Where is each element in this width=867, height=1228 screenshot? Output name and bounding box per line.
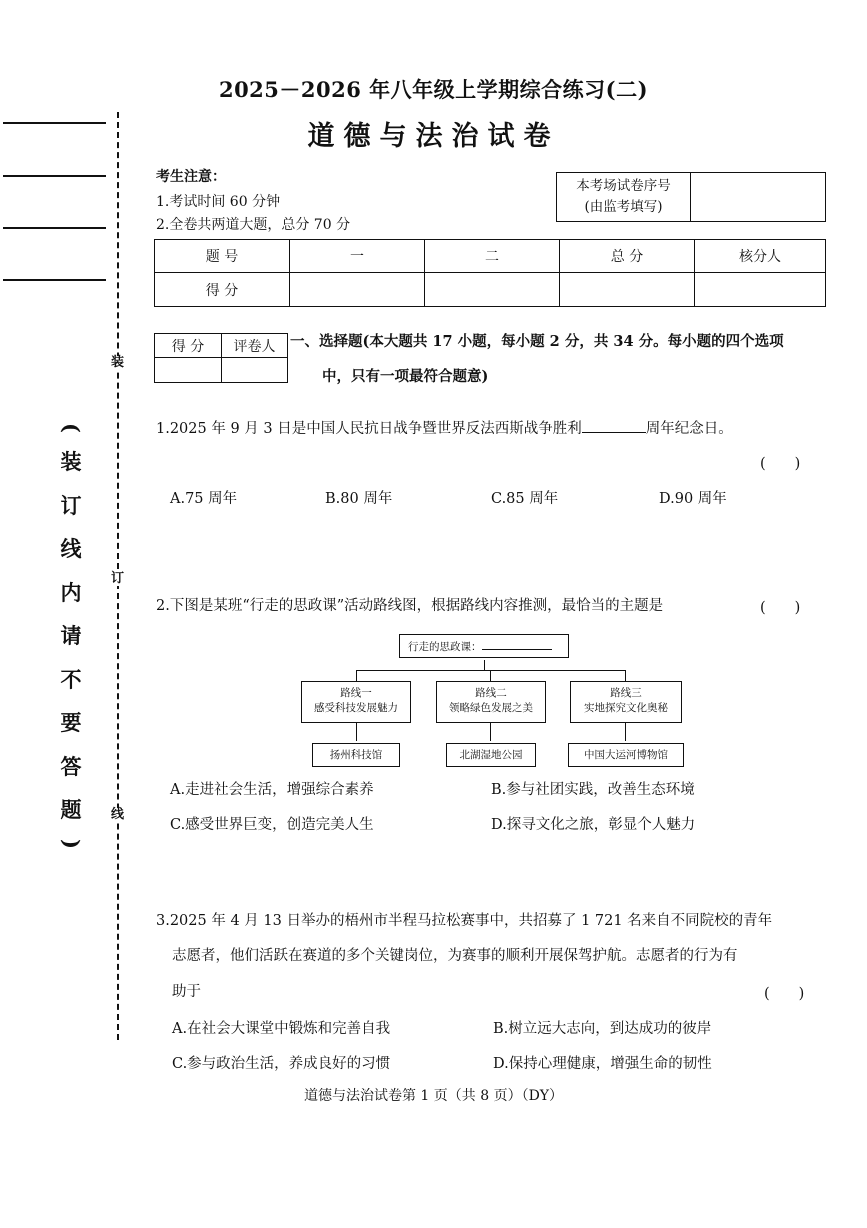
question-3-option-a[interactable]: A.在社会大课堂中锻炼和完善自我 <box>172 1021 391 1037</box>
question-3-option-d[interactable]: D.保持心理健康，增强生命的韧性 <box>493 1056 712 1072</box>
question-1-option-a[interactable]: A.75 周年 <box>170 491 238 507</box>
grader-score-cell[interactable] <box>155 358 222 383</box>
question-1-option-d[interactable]: D.90 周年 <box>659 491 727 507</box>
section1-heading-line1: 一、选择题(本大题共 17 小题，每小题 2 分，共 34 分。每小题的四个选项 <box>290 333 784 350</box>
binding-warning-char: 内 <box>60 579 82 605</box>
score-table-header: 二 <box>425 240 560 273</box>
binding-warning-char: ) <box>59 838 84 849</box>
diagram-connector <box>625 723 626 741</box>
question-1-option-b[interactable]: B.80 周年 <box>325 491 393 507</box>
question-3-stem-line2: 志愿者，他们活跃在赛道的多个关键岗位，为赛事的顺利开展保驾护航。志愿者的行为有 <box>172 948 738 964</box>
binding-warning-char: 题 <box>60 797 82 822</box>
binding-warning-char: 线 <box>60 536 82 561</box>
question-1-stem: 1.2025 年 9 月 3 日是中国人民抗日战争暨世界反法西斯战争胜利 周年纪念日。 <box>156 421 733 437</box>
question-3-option-b[interactable]: B.树立远大志向，到达成功的彼岸 <box>493 1021 712 1037</box>
info-blank-line-3[interactable] <box>3 227 106 229</box>
score-cell-checker[interactable] <box>695 273 826 307</box>
notes-time: 1.考试时间 60 分钟 <box>156 194 281 210</box>
binding-mark-ding: 订 <box>111 571 125 586</box>
route-1-place: 扬州科技馆 <box>312 743 400 767</box>
diagram-connector <box>484 660 485 670</box>
question-2-option-b[interactable]: B.参与社团实践，改善生态环境 <box>491 782 695 798</box>
binding-warning-char: 答 <box>60 753 82 779</box>
route-3-place: 中国大运河博物馆 <box>568 743 684 767</box>
diagram-connector <box>356 670 626 671</box>
info-blank-line-2[interactable] <box>3 175 106 177</box>
notes-heading: 考生注意： <box>156 169 226 185</box>
score-table-header: 总 分 <box>560 240 695 273</box>
grader-box <box>154 333 288 383</box>
route-1-box: 路线一 感受科技发展魅力 <box>301 681 411 723</box>
route-2-box: 路线二 领略绿色发展之美 <box>436 681 546 723</box>
seat-number-field[interactable] <box>691 173 826 222</box>
question-2-answer-paren[interactable]: ( ) <box>760 600 801 616</box>
binding-warning-char: 要 <box>60 710 82 735</box>
exam-title: 2025－2026 年八年级上学期综合练习(二) <box>218 77 649 102</box>
question-3-stem-line1: 3.2025 年 4 月 13 日举办的梧州市半程马拉松赛事中，共招募了 1 721 名来自不同院校的青年 <box>156 913 773 929</box>
score-row-label: 得 分 <box>155 273 290 307</box>
section1-heading-line2: 中，只有一项最符合题意) <box>322 368 489 385</box>
diagram-connector <box>356 723 357 741</box>
binding-mark-xian: 线 <box>111 807 125 822</box>
diagram-connector <box>356 670 357 681</box>
grader-name-label: 评卷人 <box>222 334 288 358</box>
binding-warning-text <box>57 416 85 856</box>
page-footer: 道德与法治试卷第 1 页（共 8 页）（DY） <box>303 1088 564 1104</box>
diagram-connector <box>490 670 491 681</box>
score-cell-part1[interactable] <box>290 273 425 307</box>
question-2-option-a[interactable]: A.走进社会生活，增强综合素养 <box>170 782 374 798</box>
question-2-option-d[interactable]: D.探寻文化之旅，彰显个人魅力 <box>491 817 696 833</box>
score-table <box>154 239 826 307</box>
score-table-header: 一 <box>290 240 425 273</box>
route-3-box: 路线三 实地探究文化奥秘 <box>570 681 682 723</box>
question-1-option-c[interactable]: C.85 周年 <box>491 491 559 507</box>
diagram-connector <box>625 670 626 681</box>
question-3-answer-paren[interactable]: ( ) <box>764 986 805 1002</box>
score-table-header: 核分人 <box>695 240 826 273</box>
binding-warning-char: ( <box>59 423 84 433</box>
question-3-stem-line3: 助于 <box>172 984 201 1000</box>
binding-warning-char: 不 <box>60 666 82 692</box>
route-2-place: 北湖湿地公园 <box>446 743 536 767</box>
binding-warning-char: 订 <box>60 492 82 518</box>
question-1-answer-paren[interactable]: ( ) <box>760 456 801 472</box>
question-2-stem: 2.下图是某班“行走的思政课”活动路线图，根据路线内容推测，最恰当的主题是 <box>156 598 664 614</box>
info-blank-line-4[interactable] <box>3 279 106 281</box>
binding-mark-zhuang: 装 <box>111 355 125 370</box>
question-2-option-c[interactable]: C.感受世界巨变，创造完美人生 <box>170 817 374 833</box>
score-cell-total[interactable] <box>560 273 695 307</box>
grader-name-cell[interactable] <box>222 358 288 383</box>
diagram-top-box: 行走的思政课： <box>399 634 569 658</box>
seat-number-label: 本考场试卷序号 (由监考填写) <box>557 173 691 222</box>
notes-total: 2.全卷共两道大题，总分 70 分 <box>156 217 351 233</box>
diagram-theme-blank[interactable] <box>482 639 552 650</box>
grader-score-label: 得 分 <box>155 334 222 358</box>
binding-warning-char: 请 <box>60 623 82 648</box>
question-3-option-c[interactable]: C.参与政治生活，养成良好的习惯 <box>172 1056 391 1072</box>
score-cell-part2[interactable] <box>425 273 560 307</box>
binding-warning-char: 装 <box>60 449 82 474</box>
exam-subject-title: 道德与法治试卷 <box>307 121 560 152</box>
seat-number-box <box>556 172 826 222</box>
answer-blank[interactable] <box>582 420 646 433</box>
diagram-connector <box>490 723 491 741</box>
score-table-header: 题 号 <box>155 240 290 273</box>
